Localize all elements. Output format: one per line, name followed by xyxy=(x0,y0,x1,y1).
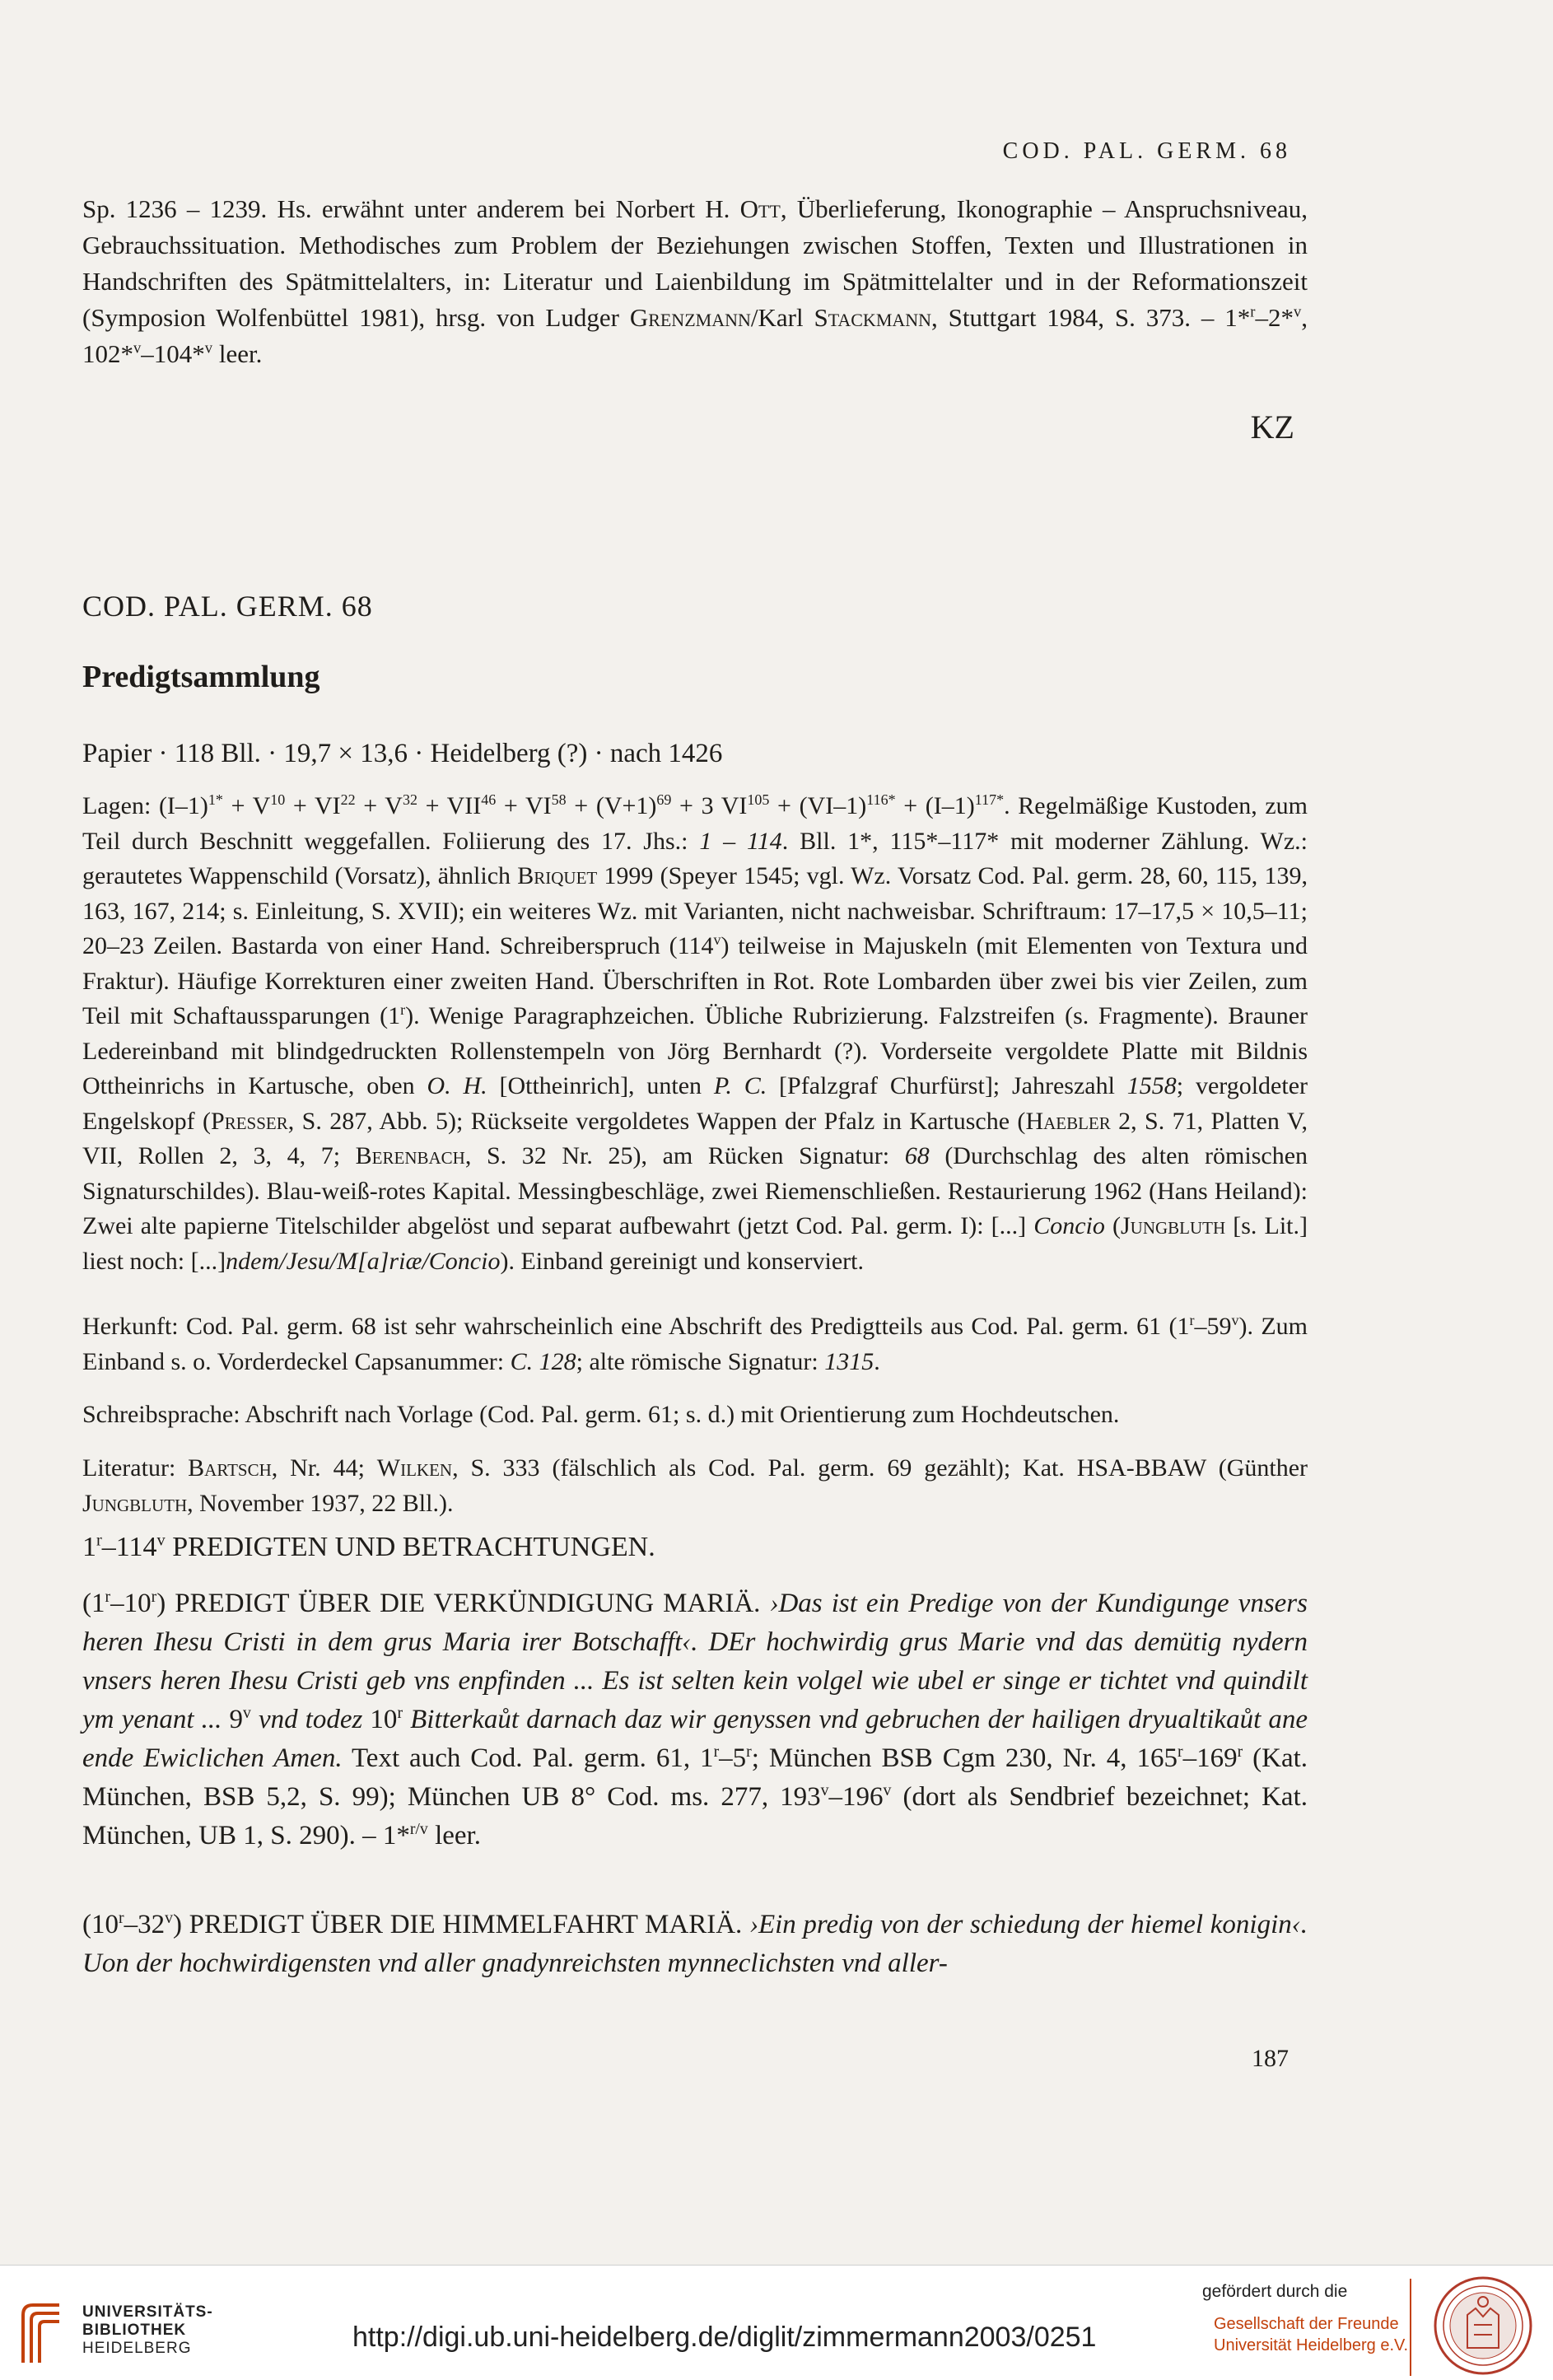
footer-bar xyxy=(0,2265,1553,2380)
entry-title: Predigtsammlung xyxy=(82,660,320,694)
sponsor-divider xyxy=(1410,2279,1411,2376)
section-heading: 1$^r$–114$^v$ PREDIGTEN UND BETRACHTUNGEN. xyxy=(82,1531,655,1562)
schreibsprache-paragraph: Schreibsprache: Abschrift nach Vorlage (Cod. Pal. germ. 61; s. d.) mit Orientierung zum Hochdeutschen. xyxy=(82,1401,1120,1428)
lagen-paragraph: Lagen: $(I-1)^{1*} + V^{10} + VI^{22} + V^{32} + VII^{46} + VI^{58} + (V+1)^{69} + 3$ $VI^{105} + (VI-1)^{116*} + (I-1)^{117*}$. Regelmäßige Kustoden, zum Teil durch Beschnitt weggefallen. Foliierung des 17. Jhs.: 1 – 114. Bll. 1*, 115*–117* mit moderner Zählung. Wz.: gerautetes Wappenschild (Vorsatz), ähnlich Briquet 1999 (Speyer 1545; vgl. Wz. Vorsatz Cod. Pal. germ. 28, 60, 115, 139, 163, 167, 214; s. Einleitung, S. XVII); ein weiteres Wz. mit Varianten, nicht nachweisbar. Schriftraum: 17–17,5 × 10,5–11; 20–23 Zeilen. Bastarda von einer Hand. Schreiberspruch (114$^v$) teilweise in Majuskeln (mit Elementen von Textura und Fraktur). Häufige Korrekturen einer zweiten Hand. Überschriften in Rot. Rote Lombarden über zwei bis vier Zeilen, zum Teil mit Schaftaussparungen (1$^r$). Wenige Paragraphzeichen. Übliche Rubrizierung. Falzstreifen (s. Fragmente). Brauner Ledereinband mit blindgedruckten Rollenstempeln von Jörg Bernhardt (?). Vorderseite vergoldete Platte mit Bildnis Ottheinrichs in Kartusche, oben O. H. [Ottheinrich], unten P. C. [Pfalzgraf Churfürst]; Jahreszahl 1558; vergoldeter Engelskopf (Presser, S. 287, Abb. 5); Rückseite vergoldetes Wappen der Pfalz in Kartusche (Haebler 2, S. 71, Platten V, VII, Rollen 2, 3, 4, 7; Berenbach, S. 32 Nr. 25), am Rücken Signatur: 68 (Durchschlag des alten römischen Signaturschildes). Blau-weiß-rotes Kapital. Messingbeschläge, zwei Riemenschließen. Restaurierung 1962 (Hans Heiland): Zwei alte papierne Titelschilder abgelöst und separat aufbewahrt (jetzt Cod. Pal. germ. I): [...] Concio (Jungbluth [s. Lit.] liest noch: [...]ndem/Jesu/M[a]riæ/Concio). Einband gereinigt und konserviert. xyxy=(82,791,1308,1275)
herkunft-paragraph: Herkunft: Cod. Pal. germ. 68 ist sehr wahrscheinlich eine Abschrift des Predigtteils aus Cod. Pal. germ. 61 (1$^r$–59$^v$). Zum Einband s. o. Vorderdeckel Capsanummer: C. 128; alte römische Signatur: 1315. xyxy=(82,1312,1308,1375)
library-logo-icon xyxy=(16,2298,66,2364)
previous-entry-paragraph: Sp. 1236 – 1239. Hs. erwähnt unter anderem bei Norbert H. Ott, Überlieferung, Ikonographie – Anspruchsniveau, Gebrauchssituation. Methodisches zum Problem der Beziehungen zwischen Stoffen, Texten und Illustrationen in Handschriften des Spätmittelalters, in: Literatur und Laienbildung im Spätmittelalter und in der Reformationszeit (Symposion Wolfenbüttel 1981), hrsg. von Ludger Grenzmann/Karl Stackmann, Stuttgart 1984, S. 373. – 1*$^r$–2*$^v$, 102*$^v$–104*$^v$ leer. xyxy=(82,194,1308,368)
codex-heading: COD. PAL. GERM. 68 xyxy=(82,590,373,623)
university-seal-icon xyxy=(1433,2275,1533,2376)
author-signature: KZ xyxy=(1250,408,1294,446)
running-head: COD. PAL. GERM. 68 xyxy=(1002,138,1291,164)
literatur-paragraph: Literatur: Bartsch, Nr. 44; Wilken, S. 333 (fälschlich als Cod. Pal. germ. 69 gezählt); Kat. HSA-BBAW (Günther Jungbluth, November 1937, 22 Bll.). xyxy=(82,1454,1308,1517)
entry-himmelfahrt: (10$^r$–32$^v$) PREDIGT ÜBER DIE HIMMELFAHRT MARIÄ. ›Ein predig von der schiedung der hiemel konigin‹. Uon der hochwirdigensten vnd aller gnadynreichsten mynneclichsten vnd aller- xyxy=(82,1909,1308,1978)
sponsor-intro: gefördert durch die xyxy=(1202,2282,1348,2301)
page-number: 187 xyxy=(1252,2045,1289,2072)
entry-verkuendigung: (1$^r$–10$^r$) PREDIGT ÜBER DIE VERKÜNDIGUNG MARIÄ. ›Das ist ein Predige von der Kundigunge vnsers heren Ihesu Cristi in dem grus Maria irer Botschafft‹. DEr hochwirdig grus Marie vnd das demütig nydern vnsers heren Ihesu Cristi geb vns enpfinden ... Es ist selten kein volgel wie ubel er singe er tichtet vnd quindilt ym yenant ... 9$^v$ vnd todez 10$^r$ Bitterkaůt darnach daz wir genyssen vnd gebruchen der hailigen dryualtikaůt ane ende Ewiclichen Amen. Text auch Cod. Pal. germ. 61, 1$^r$–5$^r$; München BSB Cgm 230, Nr. 4, 165$^r$–169$^r$ (Kat. München, BSB 5,2, S. 99); München UB 8° Cod. ms. 277, 193$^v$–196$^v$ (dort als Sendbrief bezeichnet; Kat. München, UB 1, S. 290). – 1*$^{r/v}$ leer. xyxy=(82,1588,1308,1850)
physical-description-line: Papier · 118 Bll. · 19,7 × 13,6 · Heidelberg (?) · nach 1426 xyxy=(82,739,723,768)
permalink-url[interactable]: http://digi.ub.uni-heidelberg.de/diglit/zimmermann2003/0251 xyxy=(352,2322,1097,2353)
library-name: UNIVERSITÄTS- BIBLIOTHEK HEIDELBERG xyxy=(82,2303,213,2357)
sponsor-name: Gesellschaft der Freunde Universität Heidelberg e.V. xyxy=(1214,2315,1409,2354)
